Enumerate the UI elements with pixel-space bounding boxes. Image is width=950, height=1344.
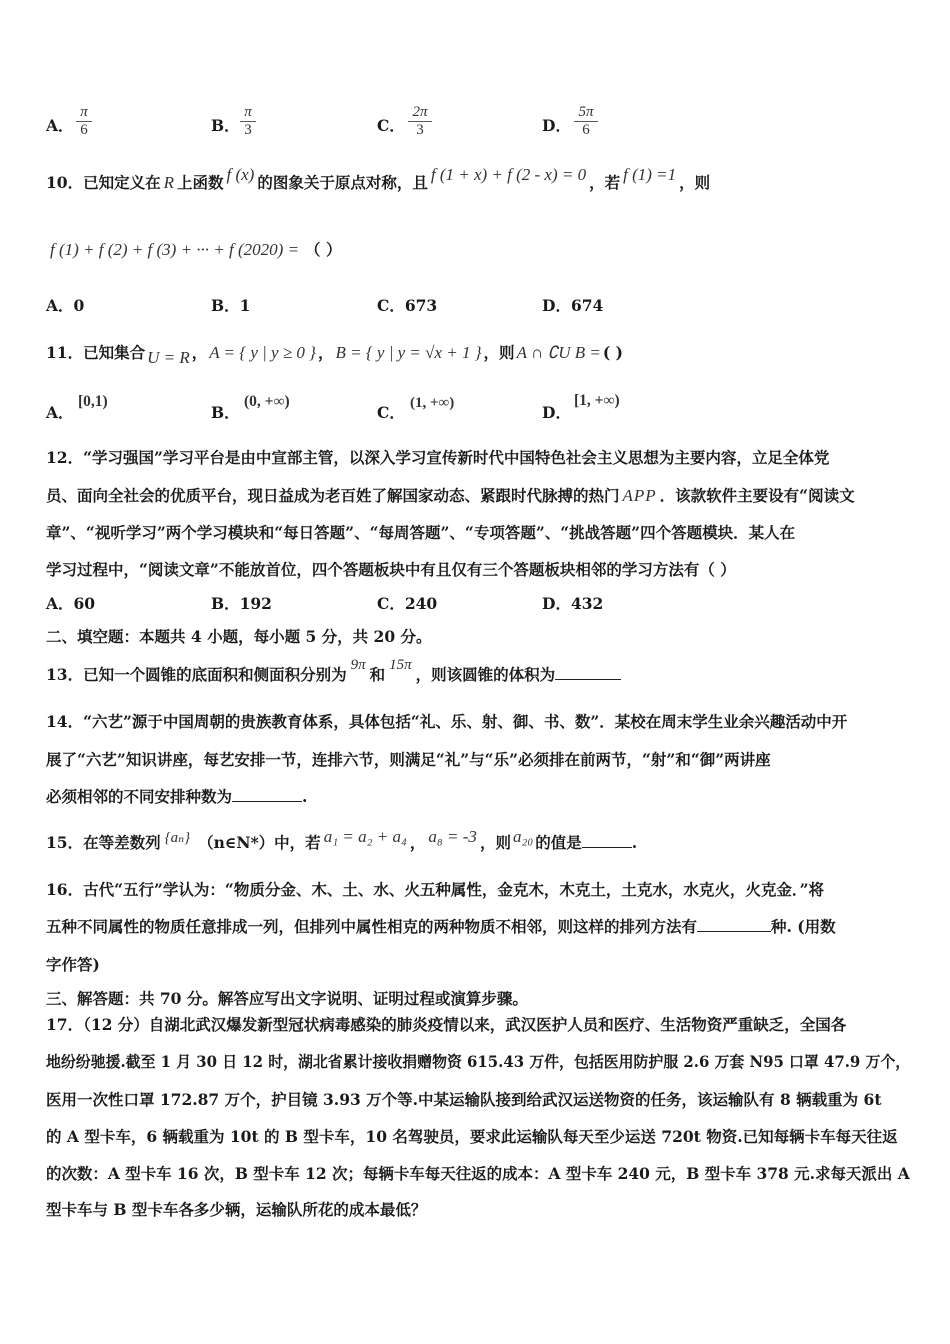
q12-line-4: 学习过程中，“阅读文章”不能放首位，四个答题板块中有且仅有三个答题板块相邻的学习方法有（ ） [46, 560, 736, 579]
q9-option-c-fraction: 2π 3 [408, 104, 432, 139]
q17-line-2: 地纷纷驰援.截至 1 月 30 日 12 时，湖北省累计接收捐赠物资 615.43 万件，包括医用防护服 2.6 万套 N95 口罩 47.9 万个， [46, 1052, 911, 1071]
q11-option-b-label: B． [211, 403, 240, 422]
q11-option-d-label: D． [542, 403, 571, 422]
q11-option-a-value: [0,1) [78, 393, 108, 410]
q17-line-5: 的次数：A 型卡车 16 次，B 型卡车 12 次；每辆卡车每天往返的成本：A 型卡车 240 元，B 型卡车 378 元.求每天派出 A [46, 1164, 910, 1183]
q15-stem: 15．在等差数列 {aₙ} （n∈N*）中，若 a₁ = a₂ + a₄ ， a₈ = -3 ，则 a₂₀ 的值是 . [46, 827, 638, 852]
q13-answer-blank [555, 679, 621, 680]
q16-line-1: 16．古代“五行”学认为：“物质分金、木、土、水、火五种属性，金克木，木克土，土克水，水克火，火克金．”将 [46, 880, 824, 899]
q11-option-d-value: [1, +∞) [574, 392, 620, 409]
q9-option-a-label: A． [46, 116, 74, 135]
q11-set-b: B = { y | y = √x + 1 } [335, 343, 482, 362]
q13-base-area: 9π [350, 657, 366, 673]
q13-stem: 13．已知一个圆锥的底面积和侧面积分别为 9π 和 15π ，则该圆锥的体积为 [46, 665, 621, 686]
section-3-heading: 三、解答题：共 70 分。解答应写出文字说明、证明过程或演算步骤。 [46, 989, 528, 1008]
q9-option-a-fraction: π 6 [76, 104, 92, 139]
q12-line-2: 员、面向全社会的优质平台，现日益成为老百姓了解国家动态、紧跟时代脉搏的热门 APP ．该款软件主要设有“阅读文 [46, 486, 855, 505]
section-2-heading: 二、填空题：本题共 4 小题，每小题 5 分，共 20 分。 [46, 627, 432, 646]
q15-condition-2: a₈ = -3 [428, 827, 477, 846]
q15-answer-blank [582, 847, 632, 848]
q16-line-3: 字作答) [46, 955, 100, 974]
q9-option-c-label: C． [377, 116, 405, 135]
q14-line-2: 展了“六艺”知识讲座，每艺安排一节，连排六节，则满足“礼”与“乐”必须排在前两节，“射”和“御”两讲座 [46, 750, 771, 769]
q10-domain-r: R [163, 173, 174, 192]
q11-stem: 11．已知集合 U = R ， A = { y | y ≥ 0 } ， B = { y | y = √x + 1 } ，则 A ∩ ∁U B = ( ) [46, 343, 623, 367]
q15-condition-1: a₁ = a₂ + a₄ [323, 827, 407, 846]
q17-line-6: 型卡车与 B 型卡车各多少辆，运输队所花的成本最低？ [46, 1200, 427, 1219]
q17-line-3: 医用一次性口罩 172.87 万个，护目镜 3.93 万个等.中某运输队接到给武汉运送物资的任务，该运输队有 8 辆载重为 6t [46, 1090, 882, 1109]
q11-option-c-value: (1, +∞) [410, 395, 455, 411]
q10-stem: 10．已知定义在 R 上函数 f (x) 的图象关于原点对称，且 f (1 + x) + f (2 - x) = 0 ，若 f (1) =1 ，则 [46, 165, 711, 192]
q12-app: APP [622, 486, 657, 505]
q11-option-a-label: A． [46, 403, 74, 422]
q14-line-3: 必须相邻的不同安排种数为 . [46, 787, 308, 806]
q10-condition-equation: f (1 + x) + f (2 - x) = 0 [430, 165, 587, 184]
q10-function-fx: f (x) [226, 165, 255, 184]
q13-lateral-area: 15π [389, 657, 412, 673]
q9-option-b-label: B． [211, 116, 240, 135]
q12-line-3: 章”、“视听学习”两个学习模块和“每日答题”、“每周答题”、“专项答题”、“挑战答题”四个答题模块．某人在 [46, 523, 796, 542]
q12-option-c: C．240 [377, 594, 438, 613]
q12-line-1: 12．“学习强国”学习平台是由中宣部主管，以深入学习宣传新时代中国特色社会主义思想为主要内容，立足全体党 [46, 448, 830, 467]
q11-option-b-value: (0, +∞) [244, 393, 290, 410]
q10-f1-value: f (1) =1 [623, 165, 677, 184]
q11-option-c-label: C． [377, 403, 405, 422]
q10-sum-expression: f (1) + f (2) + f (3) + ··· + f (2020) = （ ） [50, 240, 342, 259]
q11-set-a: A = { y | y ≥ 0 } [209, 343, 316, 362]
q9-option-b-fraction: π 3 [240, 104, 256, 139]
q16-line-2: 五种不同属性的物质任意排成一列，但排列中属性相克的两种物质不相邻，则这样的排列方法有 种. (用数 [46, 917, 836, 936]
q15-sequence: {aₙ} [164, 830, 191, 846]
q14-line-1: 14．“六艺”源于中国周朝的贵族教育体系，具体包括“礼、乐、射、御、书、数”．某校在周末学生业余兴趣活动中开 [46, 712, 848, 731]
q10-option-b: B．1 [211, 296, 251, 315]
q16-answer-blank [697, 931, 771, 932]
q17-line-4: 的 A 型卡车，6 辆载重为 10t 的 B 型卡车，10 名驾驶员，要求此运输队每天至少运送 720t 物资.已知每辆卡车每天往返 [46, 1127, 898, 1146]
q14-answer-blank [232, 801, 302, 802]
q11-universal-set: U = R [147, 348, 190, 367]
q9-option-d-label: D． [542, 116, 571, 135]
q9-option-d-fraction: 5π 6 [574, 104, 598, 139]
q12-option-b: B．192 [211, 594, 272, 613]
q10-option-c: C．673 [377, 296, 438, 315]
q15-a20: a₂₀ [512, 827, 534, 846]
q12-option-a: A．60 [46, 594, 96, 613]
q10-option-a: A．0 [46, 296, 85, 315]
q10-option-d: D．674 [542, 296, 604, 315]
q12-option-d: D．432 [542, 594, 604, 613]
q17-line-1: 17．（12 分）自湖北武汉爆发新型冠状病毒感染的肺炎疫情以来，武汉医护人员和医疗、生活物资严重缺乏，全国各 [46, 1015, 847, 1034]
q11-expression: A ∩ ∁U B = [516, 343, 601, 362]
